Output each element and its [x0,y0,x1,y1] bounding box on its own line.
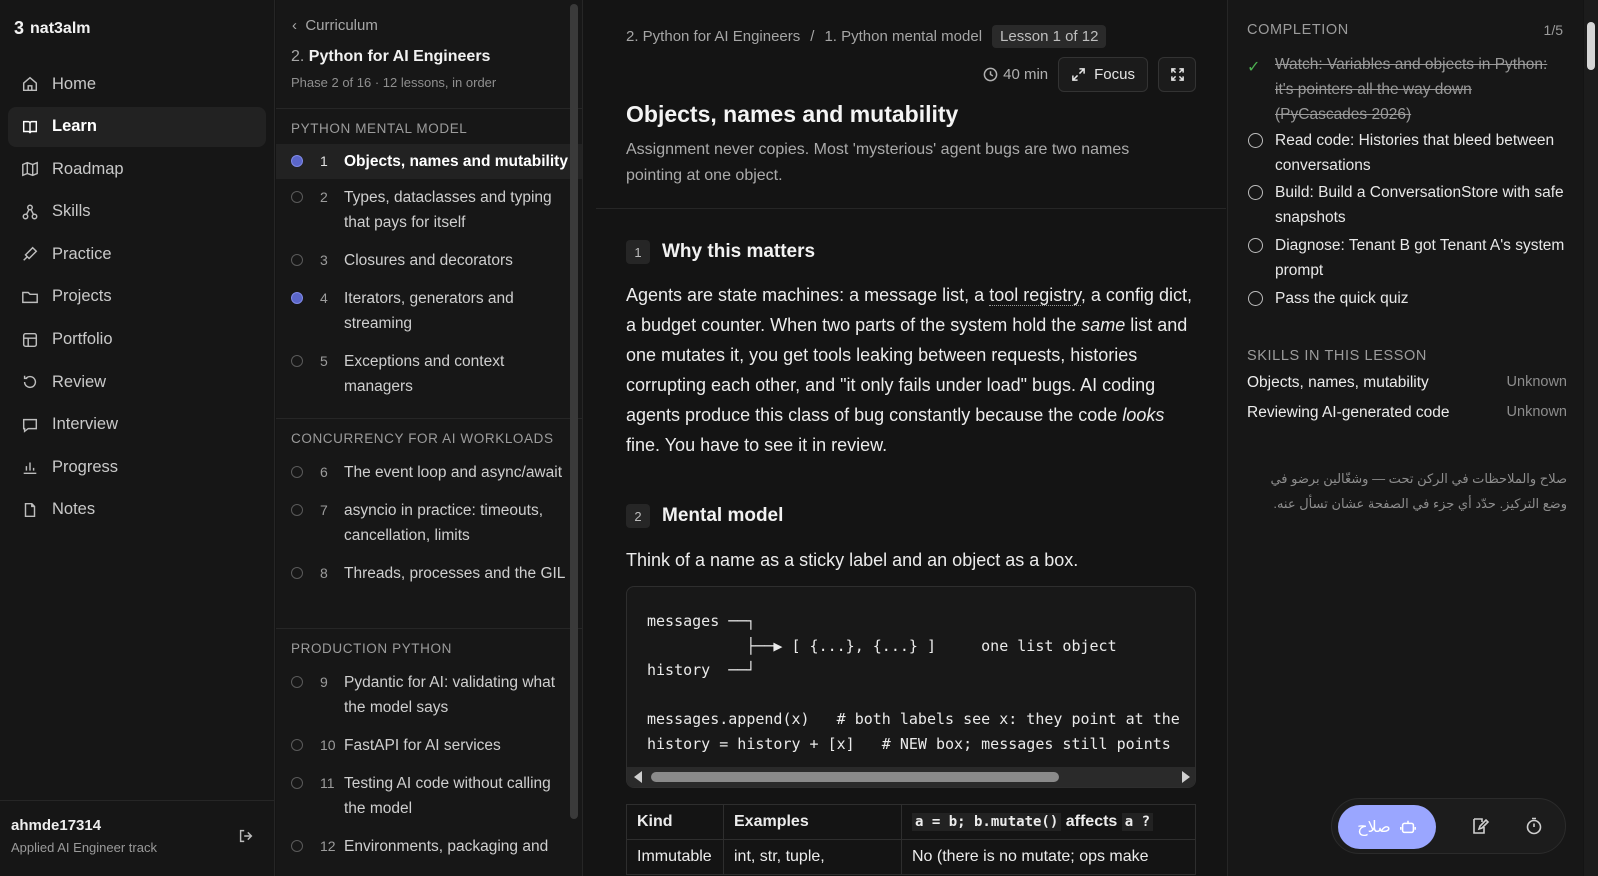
lesson-number: 9 [320,674,328,690]
skill-name: Objects, names, mutability [1247,374,1429,391]
nav-item-review[interactable] [8,362,266,402]
note-icon [20,500,40,520]
lesson-title: Objects, names and mutability [344,153,568,170]
breadcrumb-lesson[interactable]: 1. Python mental model [824,28,983,45]
text-run: Agents are state machines: a message list, a [626,285,990,305]
code-inline: a = b; b.mutate() [912,813,1061,831]
lesson-status-icon [291,466,303,478]
lesson-title: FastAPI for AI services [344,737,501,754]
lesson-number: 10 [320,737,336,753]
completion-item-label: Diagnose: Tenant B got Tenant A's system prompt [1275,237,1565,279]
code-text: messages ──┐ ├──▶ [ {...}, {...} ] one list object history ──┘ messages.append(x) # both labels see x: they point at the history = history + [x] # NEW box; messages still points [647,612,1180,753]
nav-item-label: Learn [52,117,97,136]
lesson-section [276,418,583,593]
robot-icon [1399,818,1417,836]
lesson-status-icon [291,504,303,516]
breadcrumb [626,25,1106,48]
bar-chart-icon [20,457,40,477]
skill-item[interactable] [1247,374,1567,392]
completion-item[interactable] [1247,233,1567,283]
completion-item[interactable] [1247,128,1567,178]
duration [983,66,1048,83]
text-run: list and one mutates it, you get tools leaking between requests, histories corrupting each other, and "it only fails under load" bugs. AI coding agents produce this class of bug constantly because the code [626,315,1188,425]
lesson-number: 7 [320,502,328,518]
assistant-chat-button[interactable] [1338,805,1436,849]
completion-heading: COMPLETION [1247,22,1349,38]
duration-text: 40 min [1003,66,1049,83]
lesson-status-icon [291,567,303,579]
nav-item-progress[interactable] [8,447,266,487]
refresh-icon [20,372,40,392]
breadcrumb-phase[interactable]: 2. Python for AI Engineers [626,28,801,45]
table-header: Examples [724,805,902,840]
scrollbar-thumb[interactable] [651,772,1059,782]
curriculum-panel [276,0,583,876]
clock-icon [983,67,998,82]
emphasis: same [1081,315,1126,335]
user-name: ahmde17314 [11,817,102,834]
lesson-number: 8 [320,565,328,581]
emphasis: looks [1122,405,1165,425]
lesson-count-badge: Lesson 1 of 12 [992,25,1106,48]
table-row [627,840,1196,875]
lesson-item[interactable] [276,144,583,179]
lesson-item[interactable] [276,454,583,492]
circle-checkbox-icon[interactable] [1248,291,1263,306]
code-horizontal-scrollbar[interactable] [627,767,1196,787]
map-icon [20,159,40,179]
paragraph: Think of a name as a sticky label and an object as a box. [626,550,1079,570]
focus-button[interactable] [1058,57,1148,92]
lesson-number: 6 [320,464,328,480]
lesson-title: Testing AI code without calling the model [344,775,551,817]
lesson-title: Closures and decorators [344,252,513,269]
lesson-status-icon [291,292,303,304]
lesson-subtitle: Assignment never copies. Most 'mysterious' agent bugs are two names pointing at one object. [626,141,1130,184]
nav-item-learn[interactable] [8,107,266,147]
fullscreen-button[interactable] [1158,57,1196,92]
lesson-number: 5 [320,353,328,369]
skill-item[interactable] [1247,404,1567,422]
lesson-title: Objects, names and mutability [626,101,959,127]
lesson-content [596,0,1226,876]
lesson-status-icon [291,191,303,203]
nav-item-label: Portfolio [52,330,113,349]
nav-item-label: Progress [52,457,119,476]
lesson-toolbar [983,57,1196,92]
paragraph [626,280,1192,460]
lesson-title: Types, dataclasses and typing that pays for itself [344,189,552,231]
breadcrumb-separator: / [810,28,815,45]
nav-item-roadmap[interactable] [8,149,266,189]
text-run: fine. You have to see it in review. [626,435,888,455]
expand-icon [1071,67,1086,82]
lesson-number: 2 [320,189,328,205]
skill-status: Unknown [1506,374,1567,390]
text-run: , a config dict, a budget counter. When two parts of the system hold the [626,285,1192,335]
logo-mark: 3 [14,18,25,38]
table-header: Kind [627,805,724,840]
section-heading [626,240,815,264]
assistant-note: صلاح والملاحظات في الركن تحت — وشغّالين برضو في وضع التركيز. حدّد أي جزء في الصفحة عشان تسأل عنه. [1270,471,1567,511]
brand-logo[interactable] [14,18,90,39]
nav-item-label: Projects [52,287,112,306]
lesson-number: 1 [320,153,328,169]
nav-item-label: Notes [52,500,96,519]
scroll-left-icon[interactable] [634,771,642,783]
section-heading [626,504,783,528]
main-nav [0,0,275,876]
lesson-title: The event loop and async/await [344,464,562,481]
section-number: 1 [626,240,650,264]
timer-button[interactable] [1524,816,1544,841]
nav-item-label: Review [52,372,107,391]
phase-title-text: Python for AI Engineers [308,48,491,65]
lesson-status-icon [291,739,303,751]
table-header [902,805,1196,840]
nav-item-home[interactable] [8,64,266,104]
completion-item-label: Watch: Variables and objects in Python: it's pointers all the way down (PyCascades 2026) [1275,56,1548,123]
nav-item-label: Practice [52,244,112,263]
lesson-item[interactable] [276,492,583,555]
lesson-title: Exceptions and context managers [344,353,505,395]
skill-status: Unknown [1506,404,1567,420]
lesson-number: 4 [320,290,328,306]
edit-note-icon [1470,816,1490,836]
scroll-right-icon[interactable] [1182,771,1190,783]
code-block [626,586,1196,788]
table-cell: int, str, tuple, [724,840,902,875]
completion-item-label: Pass the quick quiz [1275,290,1409,307]
practice-icon [20,244,40,264]
nav-item-label: Interview [52,415,119,434]
home-icon [20,74,40,94]
fullscreen-icon [1170,67,1185,82]
section-title: Why this matters [662,241,816,262]
section-heading: PYTHON MENTAL MODEL [291,121,468,136]
phase-title [291,48,490,66]
header-text: affects [1065,813,1118,830]
skills-icon [20,202,40,222]
lesson-title: Environments, packaging and [344,838,549,855]
logout-icon[interactable] [237,827,255,850]
back-label: Curriculum [305,17,378,34]
lesson-status-icon [291,254,303,266]
lesson-item[interactable] [276,280,583,343]
completion-item[interactable] [1247,286,1567,311]
content-divider [596,208,1226,209]
lesson-item[interactable] [276,765,583,828]
curriculum-scrollbar[interactable] [570,4,578,819]
section-number: 2 [626,504,650,528]
lesson-item[interactable] [276,179,583,242]
completion-item[interactable] [1247,52,1567,127]
lesson-status-icon [291,840,303,852]
phase-subtitle: Phase 2 of 16 · 12 lessons, in order [291,75,497,90]
assistant-dock [1331,798,1566,854]
lesson-item[interactable] [276,828,583,866]
completion-item-label: Read code: Histories that bleed between conversations [1275,132,1555,174]
mutability-table [626,804,1196,875]
glossary-term[interactable]: tool registry [989,285,1081,305]
lesson-item[interactable] [276,242,583,280]
lesson-title: asyncio in practice: timeouts, cancellation, limits [344,502,544,544]
phase-number: 2. [291,48,305,65]
nav-item-label: Skills [52,202,91,221]
nav-item-practice[interactable] [8,234,266,274]
completion-count: 1/5 [1543,22,1563,38]
back-to-curriculum-link[interactable]: ‹ Curriculum [292,17,378,34]
lesson-status-icon [291,777,303,789]
lesson-title: Pydantic for AI: validating what the model says [344,674,556,716]
focus-label: Focus [1094,66,1135,83]
portfolio-icon [20,330,40,350]
lesson-status-icon [291,676,303,688]
folder-icon [20,287,40,307]
table-cell: No (there is no mutate; ops make [902,840,1196,875]
nav-list [8,64,266,533]
skill-name: Reviewing AI-generated code [1247,404,1450,421]
lesson-status-icon [291,355,303,367]
nav-item-projects[interactable] [8,277,266,317]
lesson-section [276,628,583,866]
assistant-label: صلاح [1357,819,1391,836]
section-heading: CONCURRENCY FOR AI WORKLOADS [291,431,554,446]
lesson-title: Threads, processes and the GIL [344,565,566,582]
nav-item-interview[interactable] [8,405,266,445]
circle-checkbox-icon[interactable] [1248,133,1263,148]
book-icon [20,117,40,137]
lesson-section [276,108,583,406]
nav-item-notes[interactable] [8,490,266,530]
brand-name: nat3alm [30,19,91,37]
user-card [0,800,275,876]
lesson-item[interactable] [276,343,583,406]
code-inline: a ? [1122,813,1153,831]
page-scrollbar-thumb[interactable] [1587,22,1595,70]
lesson-item[interactable] [276,727,583,765]
completion-item-label: Build: Build a ConversationStore with safe snapshots [1275,184,1564,226]
notes-button[interactable] [1470,816,1490,841]
user-track: Applied AI Engineer track [11,840,157,855]
circle-checkbox-icon[interactable] [1248,238,1263,253]
section-title: Mental model [662,505,784,526]
completion-item[interactable] [1247,180,1567,230]
nav-item-label: Home [52,74,97,93]
table-cell: Immutable [627,840,724,875]
nav-item-label: Roadmap [52,159,124,178]
circle-checkbox-icon[interactable] [1248,185,1263,200]
lesson-item[interactable] [276,664,583,727]
check-icon: ✓ [1247,59,1261,76]
lesson-title: Iterators, generators and streaming [344,290,514,332]
lesson-number: 12 [320,838,336,854]
timer-icon [1524,816,1544,836]
lesson-item[interactable] [276,555,583,593]
table-header-row [627,805,1196,840]
lesson-number: 3 [320,252,328,268]
lesson-status-icon [291,155,303,167]
skills-heading: SKILLS IN THIS LESSON [1247,348,1427,364]
nav-item-portfolio[interactable] [8,320,266,360]
lesson-number: 11 [320,775,335,791]
chat-icon [20,415,40,435]
nav-item-skills[interactable] [8,192,266,232]
page-scrollbar[interactable] [1584,0,1598,876]
lesson-sidebar [1227,0,1583,876]
section-heading: PRODUCTION PYTHON [291,641,452,656]
